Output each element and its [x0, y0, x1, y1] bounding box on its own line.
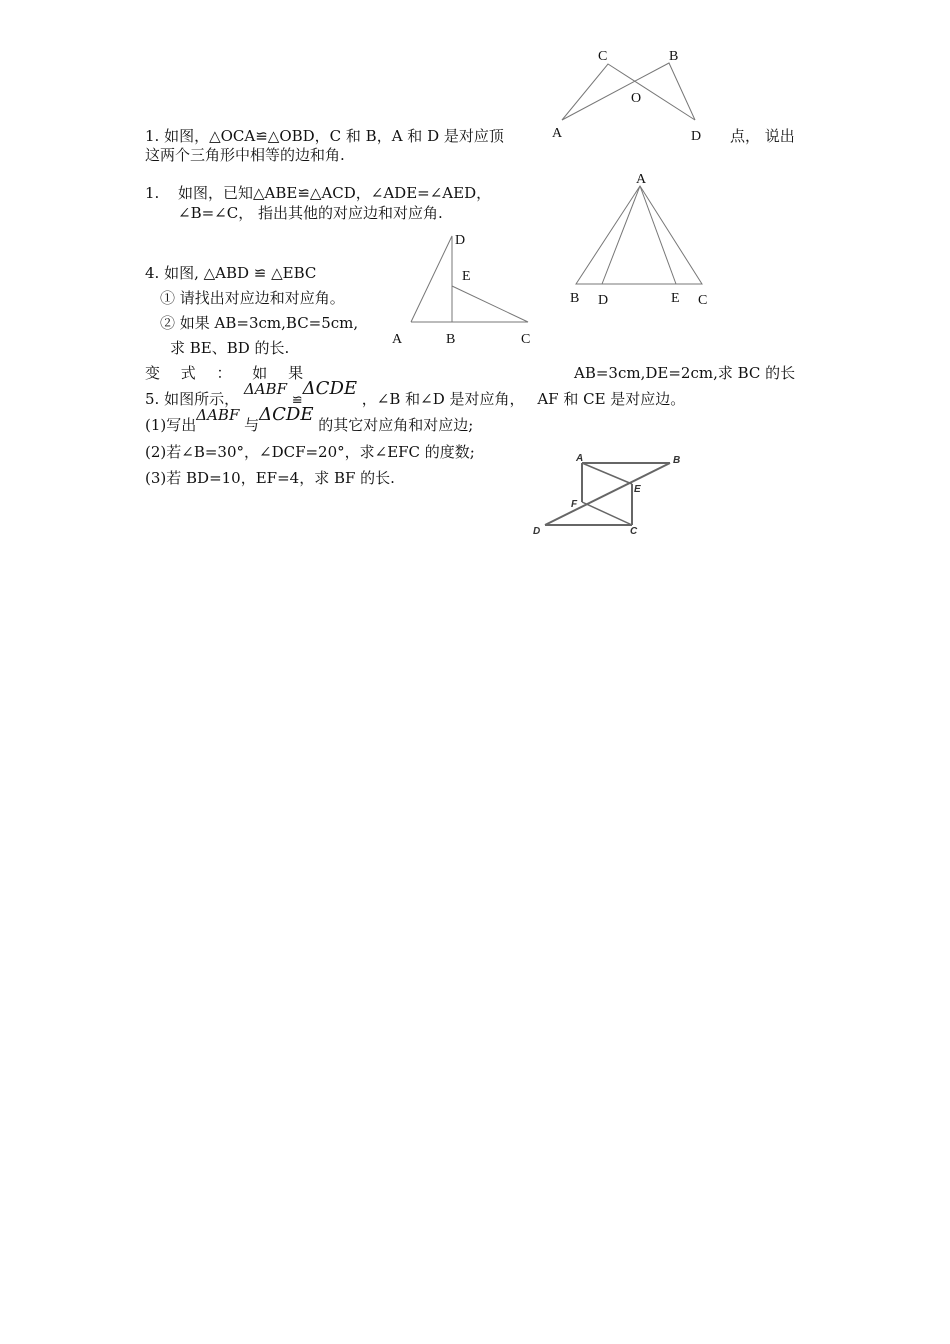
q5-tri1: ΔABF: [243, 380, 287, 398]
q4-item1: ① 请找出对应边和对应角。: [160, 289, 345, 307]
q1-line1-text: 1. 如图，△OCA≌△OBD，C 和 B，A 和 D 是对应顶: [145, 127, 504, 145]
q5-p1-tri1: ΔABF: [196, 406, 240, 424]
fig1-label-b: B: [669, 49, 679, 64]
fig2-label-a: A: [636, 172, 647, 187]
fig4-label-e: E: [462, 269, 471, 284]
q1-line2: 这两个三角形中相等的边和角.: [145, 146, 345, 164]
fig5-fc: [582, 502, 632, 525]
q2-line1: 如图，已知△ABE≌△ACD，∠ADE=∠AED，: [178, 184, 492, 202]
fig4-label-a: A: [392, 332, 403, 347]
fig2-label-c: C: [698, 293, 708, 308]
fig5-label-b: B: [673, 455, 681, 466]
q2-line2: ∠B=∠C， 指出其他的对应边和对应角.: [178, 204, 443, 222]
fig2-label-e: E: [671, 291, 680, 306]
fig2-label-d: D: [598, 293, 609, 308]
q4-variant-condition: AB=3cm,DE=2cm,求 BC 的长: [574, 364, 796, 382]
fig1-label-c: C: [598, 49, 608, 64]
q5-intro-c: AF 和 CE 是对应边。: [537, 390, 686, 408]
q5-intro-a: 5. 如图所示，: [145, 390, 240, 408]
fig1-label-d: D: [691, 129, 702, 144]
q2-number: 1.: [145, 184, 160, 202]
q4-item3: 求 BE、BD 的长.: [170, 339, 290, 357]
fig5-label-e: E: [634, 484, 641, 495]
q5-p1-b: 的其它对应角和对应边;: [318, 416, 474, 434]
fig5-ae: [582, 463, 632, 484]
fig5-label-d: D: [533, 526, 541, 537]
q5-part3: (3)若 BD=10，EF=4，求 BF 的长.: [145, 469, 395, 487]
fig1-label-o: O: [631, 91, 642, 106]
q5-p1-a: (1)写出: [145, 416, 197, 434]
q4-title: 4. 如图, △ABD ≌ △EBC: [145, 264, 317, 282]
fig5-label-a: A: [576, 453, 584, 464]
q5-tri2: ΔCDE: [302, 378, 358, 399]
fig4-label-c: C: [521, 332, 531, 347]
q5-p1-tri2: ΔCDE: [259, 404, 314, 425]
fig1-label-a: A: [552, 126, 563, 141]
fig2-label-b: B: [570, 291, 580, 306]
q1-line1-tail: 点， 说出: [730, 127, 795, 145]
q5-intro-b: ，∠B 和∠D 是对应角，: [361, 390, 525, 408]
q5-cong: ≌: [291, 393, 303, 408]
q4-item2: ② 如果 AB=3cm,BC=5cm,: [160, 314, 359, 332]
q4-variant-label-text: 变 式 ： 如 果: [145, 364, 312, 382]
figure-5-parallelogram: [0, 0, 950, 560]
q5-part2: (2)若∠B=30°，∠DCF=20°，求∠EFC 的度数;: [145, 443, 475, 461]
fig5-label-c: C: [630, 526, 638, 537]
fig5-label-f: F: [571, 499, 578, 510]
fig4-label-d: D: [455, 233, 466, 248]
q5-p1-with: 与: [244, 416, 260, 434]
fig4-label-b: B: [446, 332, 456, 347]
fig5-db: [545, 463, 670, 525]
